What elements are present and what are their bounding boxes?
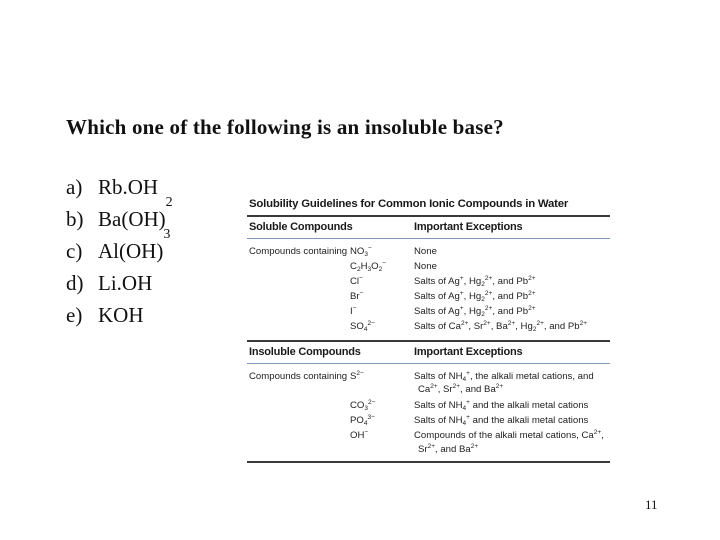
page-number: 11 <box>645 497 658 512</box>
answer-options <box>66 171 173 331</box>
anion-phosphate: $PO_4^{3-}$ <box>350 414 375 427</box>
exception-carbonate: Salts of $NH_4^+$ and the alkali metal cations <box>414 399 589 412</box>
insoluble-header: Insoluble Compounds <box>249 346 361 358</box>
exception-hydroxide-1: Compounds of the alkali metal cations, $Ca^{2+}$, <box>414 429 604 441</box>
anion-sulfide: $S^{2-}$ <box>350 370 364 382</box>
anion-bromide: Br− <box>350 290 364 302</box>
table-top-rule <box>247 215 610 217</box>
insoluble-compounds-containing: Compounds containing <box>249 371 348 382</box>
anion-chloride: Cl− <box>350 275 363 287</box>
soluble-compounds-containing: Compounds containing <box>249 246 348 257</box>
exception-none-2: None <box>414 261 437 272</box>
table-bottom-rule <box>247 461 610 463</box>
exception-sulfide-1: Salts of $NH_4^+$, the alkali metal cations, and <box>414 370 594 383</box>
insoluble-header-rule <box>247 363 610 364</box>
exception-iodide: Salts of Ag+, $Hg_2^{2+}$, and $Pb^{2+}$ <box>414 305 536 318</box>
exception-bromide: Salts of Ag+, $Hg_2^{2+}$, and $Pb^{2+}$ <box>414 290 536 303</box>
exception-sulfate: Salts of $Ca^{2+}$, $Sr^{2+}$, $Ba^{2+}$, $Hg_2^{2+}$, and $Pb^{2+}$ <box>414 320 588 333</box>
option-b[interactable]: b) Ba(OH) 2 <box>66 195 173 231</box>
soluble-header: Soluble Compounds <box>249 221 353 233</box>
exception-phosphate: Salts of $NH_4^+$ and the alkali metal cations <box>414 414 589 427</box>
question-text: Which one of the following is an insoluble base? <box>66 115 504 139</box>
solubility-table <box>247 194 610 464</box>
exception-sulfide-2: $Ca^{2+}$, $Sr^{2+}$, and $Ba^{2+}$ <box>418 383 504 395</box>
anion-sulfate: $SO_4^{2-}$ <box>350 320 375 333</box>
insoluble-exceptions-header: Important Exceptions <box>414 346 523 358</box>
anion-carbonate: $CO_3^{2-}$ <box>350 399 376 412</box>
exception-chloride: Salts of Ag+, $Hg_2^{2+}$, and $Pb^{2+}$ <box>414 275 536 288</box>
soluble-header-rule <box>247 238 610 239</box>
section-divider-rule <box>247 340 610 342</box>
exception-hydroxide-2: $Sr^{2+}$, and $Ba^{2+}$ <box>418 443 479 455</box>
anion-nitrate: $NO_3^-$ <box>350 245 372 258</box>
soluble-exceptions-header: Important Exceptions <box>414 221 523 233</box>
option-e[interactable]: e) KOH <box>66 303 144 327</box>
option-c[interactable]: c) Al(OH) 3 <box>66 227 171 263</box>
anion-acetate: $C_2H_3O_2^-$ <box>350 260 387 273</box>
option-d[interactable]: d) Li.OH <box>66 271 153 295</box>
option-a[interactable]: a) Rb.OH <box>66 175 159 199</box>
exception-none-1: None <box>414 246 437 257</box>
anion-hydroxide: OH− <box>350 429 369 441</box>
anion-iodide: I− <box>350 305 357 317</box>
table-title: Solubility Guidelines for Common Ionic Compounds in Water <box>249 198 569 210</box>
